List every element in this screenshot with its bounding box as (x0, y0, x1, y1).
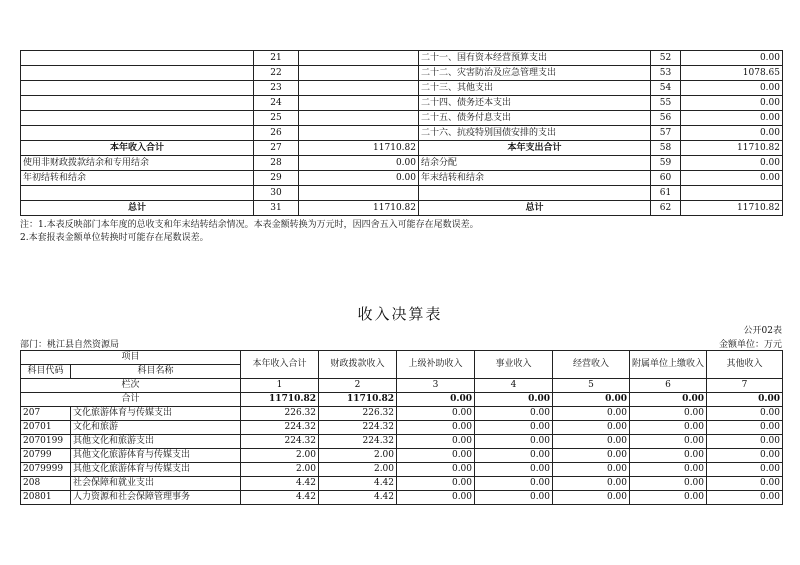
row-value: 2.00 (319, 463, 397, 477)
header-item: 项目 (21, 351, 241, 365)
row-right-amount: 0.00 (681, 126, 783, 141)
row-value: 0.00 (553, 491, 630, 505)
col-num: 5 (553, 379, 630, 393)
header-other: 其他收入 (707, 351, 783, 379)
sum-value: 0.00 (707, 393, 783, 407)
col-num: 4 (475, 379, 553, 393)
row-right-amount: 0.00 (681, 156, 783, 171)
row-left-label: 总计 (21, 201, 254, 216)
row-right-label: 本年支出合计 (419, 141, 651, 156)
row-value: 0.00 (397, 421, 475, 435)
row-value: 0.00 (630, 449, 707, 463)
row-right-number: 60 (651, 171, 681, 186)
sum-value: 11710.82 (319, 393, 397, 407)
row-right-number: 53 (651, 66, 681, 81)
table-row (21, 449, 783, 463)
row-value: 0.00 (630, 421, 707, 435)
department-label: 部门：桃江县自然资源局 (20, 340, 120, 350)
row-name: 文化旅游体育与传媒支出 (71, 407, 241, 421)
row-right-label: 二十三、其他支出 (419, 81, 651, 96)
row-value: 4.42 (319, 477, 397, 491)
row-value: 226.32 (241, 407, 319, 421)
row-right-label: 二十四、债务还本支出 (419, 96, 651, 111)
row-value: 4.42 (241, 477, 319, 491)
row-right-amount: 11710.82 (681, 201, 783, 216)
table-row (21, 201, 783, 216)
row-code: 208 (21, 477, 71, 491)
row-left-amount: 11710.82 (299, 141, 419, 156)
row-name: 其他文化旅游体育与传媒支出 (71, 463, 241, 477)
row-left-number: 30 (254, 186, 299, 201)
row-right-label: 二十五、债务付息支出 (419, 111, 651, 126)
row-right-amount: 0.00 (681, 81, 783, 96)
table-row (21, 96, 783, 111)
row-value: 0.00 (475, 407, 553, 421)
table-row (21, 407, 783, 421)
table-row (21, 111, 783, 126)
row-left-label (21, 186, 254, 201)
header-affiliated: 附属单位上缴收入 (630, 351, 707, 379)
row-right-label (419, 186, 651, 201)
row-value: 0.00 (475, 435, 553, 449)
row-left-label (21, 126, 254, 141)
row-right-number: 57 (651, 126, 681, 141)
row-value: 0.00 (475, 449, 553, 463)
sum-value: 0.00 (397, 393, 475, 407)
sum-value: 0.00 (475, 393, 553, 407)
row-value: 0.00 (397, 449, 475, 463)
row-right-number: 52 (651, 51, 681, 66)
col-label: 栏次 (21, 379, 241, 393)
row-left-label (21, 96, 254, 111)
header-operating: 经营收入 (553, 351, 630, 379)
row-left-amount (299, 186, 419, 201)
row-left-number: 23 (254, 81, 299, 96)
row-code: 2079999 (21, 463, 71, 477)
row-value: 0.00 (553, 421, 630, 435)
row-right-label: 二十二、灾害防治及应急管理支出 (419, 66, 651, 81)
row-left-label: 年初结转和结余 (21, 171, 254, 186)
row-left-label: 本年收入合计 (21, 141, 254, 156)
row-name: 社会保障和就业支出 (71, 477, 241, 491)
row-value: 0.00 (553, 463, 630, 477)
row-value: 4.42 (241, 491, 319, 505)
row-value: 4.42 (319, 491, 397, 505)
row-code: 20799 (21, 449, 71, 463)
row-right-amount: 1078.65 (681, 66, 783, 81)
table-row (21, 141, 783, 156)
row-right-label: 总计 (419, 201, 651, 216)
row-left-amount (299, 51, 419, 66)
header-code: 科目代码 (21, 365, 71, 379)
row-value: 0.00 (707, 463, 783, 477)
row-left-amount (299, 66, 419, 81)
row-name: 文化和旅游 (71, 421, 241, 435)
row-value: 224.32 (319, 421, 397, 435)
row-right-number: 56 (651, 111, 681, 126)
row-value: 0.00 (553, 449, 630, 463)
row-right-label: 结余分配 (419, 156, 651, 171)
row-name: 人力资源和社会保障管理事务 (71, 491, 241, 505)
header-fiscal: 财政拨款收入 (319, 351, 397, 379)
row-right-amount: 0.00 (681, 171, 783, 186)
row-value: 2.00 (241, 449, 319, 463)
summary-table (20, 50, 783, 216)
header-name: 科目名称 (71, 365, 241, 379)
row-value: 0.00 (630, 491, 707, 505)
row-left-amount: 0.00 (299, 156, 419, 171)
row-value: 0.00 (475, 477, 553, 491)
row-value: 0.00 (397, 491, 475, 505)
row-code: 20701 (21, 421, 71, 435)
row-value: 0.00 (553, 407, 630, 421)
row-right-amount: 11710.82 (681, 141, 783, 156)
row-right-number: 59 (651, 156, 681, 171)
row-value: 0.00 (397, 435, 475, 449)
table-row (21, 421, 783, 435)
table-row (21, 477, 783, 491)
row-left-number: 26 (254, 126, 299, 141)
row-value: 0.00 (630, 463, 707, 477)
row-value: 0.00 (630, 407, 707, 421)
row-name: 其他文化和旅游支出 (71, 435, 241, 449)
sum-value: 0.00 (630, 393, 707, 407)
row-right-amount (681, 186, 783, 201)
row-left-number: 24 (254, 96, 299, 111)
row-value: 0.00 (553, 477, 630, 491)
row-right-label: 二十一、国有资本经营预算支出 (419, 51, 651, 66)
row-right-label: 年末结转和结余 (419, 171, 651, 186)
row-value: 0.00 (630, 477, 707, 491)
row-value: 0.00 (707, 491, 783, 505)
col-num: 2 (319, 379, 397, 393)
table-row (21, 186, 783, 201)
col-num: 1 (241, 379, 319, 393)
table-row (21, 81, 783, 96)
sum-label: 合计 (21, 393, 241, 407)
row-left-number: 22 (254, 66, 299, 81)
row-right-number: 61 (651, 186, 681, 201)
row-value: 0.00 (397, 477, 475, 491)
table-row (21, 51, 783, 66)
row-left-label (21, 81, 254, 96)
row-value: 0.00 (630, 435, 707, 449)
row-value: 0.00 (707, 407, 783, 421)
row-code: 2070199 (21, 435, 71, 449)
row-left-amount (299, 96, 419, 111)
row-value: 0.00 (707, 449, 783, 463)
unit-label: 金额单位：万元 (718, 340, 782, 350)
row-left-amount (299, 126, 419, 141)
row-left-number: 31 (254, 201, 299, 216)
row-left-label (21, 111, 254, 126)
col-num: 3 (397, 379, 475, 393)
row-value: 224.32 (241, 421, 319, 435)
table-row (21, 156, 783, 171)
row-right-amount: 0.00 (681, 51, 783, 66)
row-left-amount: 0.00 (299, 171, 419, 186)
row-right-number: 62 (651, 201, 681, 216)
row-value: 2.00 (241, 463, 319, 477)
row-right-label: 二十六、抗疫特别国债安排的支出 (419, 126, 651, 141)
row-left-label (21, 66, 254, 81)
row-value: 224.32 (241, 435, 319, 449)
footnote-1: 注：1.本表反映部门本年度的总收支和年末结转结余情况。本表金额转换为万元时，因四舍五入可能存在尾数误差。 (20, 220, 479, 230)
page-title: 收入决算表 (357, 305, 443, 323)
row-left-label: 使用非财政拨款结余和专用结余 (21, 156, 254, 171)
row-code: 207 (21, 407, 71, 421)
header-total: 本年收入合计 (241, 351, 319, 379)
table-row (21, 463, 783, 477)
row-value: 0.00 (475, 463, 553, 477)
row-left-number: 28 (254, 156, 299, 171)
row-value: 0.00 (475, 491, 553, 505)
table-row (21, 171, 783, 186)
header-superior: 上级补助收入 (397, 351, 475, 379)
row-right-number: 58 (651, 141, 681, 156)
income-table (20, 350, 783, 505)
table-row (21, 66, 783, 81)
header-business: 事业收入 (475, 351, 553, 379)
row-left-number: 27 (254, 141, 299, 156)
table-row (21, 435, 783, 449)
row-left-number: 29 (254, 171, 299, 186)
footnote-2: 2.本套报表金额单位转换时可能存在尾数误差。 (20, 233, 209, 243)
row-value: 0.00 (553, 435, 630, 449)
row-name: 其他文化旅游体育与传媒支出 (71, 449, 241, 463)
row-left-amount (299, 81, 419, 96)
row-right-amount: 0.00 (681, 96, 783, 111)
row-value: 224.32 (319, 435, 397, 449)
sum-value: 11710.82 (241, 393, 319, 407)
row-value: 0.00 (707, 477, 783, 491)
col-num: 7 (707, 379, 783, 393)
row-left-label (21, 51, 254, 66)
row-left-amount: 11710.82 (299, 201, 419, 216)
row-left-amount (299, 111, 419, 126)
table-row (21, 126, 783, 141)
row-value: 0.00 (475, 421, 553, 435)
col-num: 6 (630, 379, 707, 393)
row-right-number: 55 (651, 96, 681, 111)
row-value: 0.00 (707, 421, 783, 435)
row-value: 0.00 (397, 407, 475, 421)
row-left-number: 25 (254, 111, 299, 126)
form-number: 公开02表 (743, 326, 782, 336)
row-code: 20801 (21, 491, 71, 505)
table-row (21, 491, 783, 505)
row-value: 0.00 (707, 435, 783, 449)
row-value: 0.00 (397, 463, 475, 477)
row-left-number: 21 (254, 51, 299, 66)
row-right-amount: 0.00 (681, 111, 783, 126)
row-value: 226.32 (319, 407, 397, 421)
row-value: 2.00 (319, 449, 397, 463)
sum-value: 0.00 (553, 393, 630, 407)
row-right-number: 54 (651, 81, 681, 96)
